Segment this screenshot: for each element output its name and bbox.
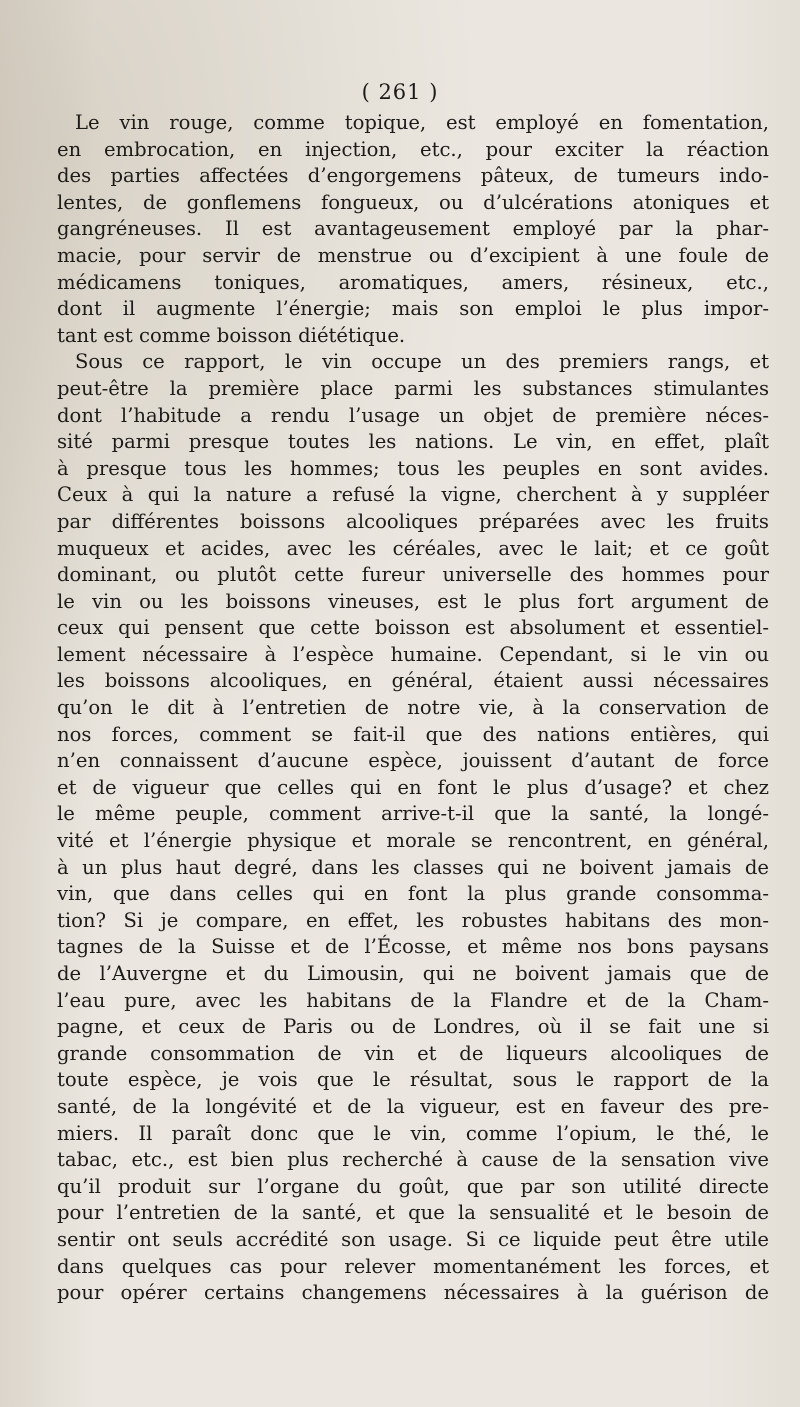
text-line: sité parmi presque toutes les nations. Le vin, en effet, plaît xyxy=(57,430,769,454)
text-line: dans quelques cas pour relever momentanément les forces, et xyxy=(57,1254,769,1278)
text-line: lentes, de gonflemens fongueux, ou d’ulcérations atoniques et xyxy=(57,190,769,214)
text-line: dont il augmente l’énergie; mais son emploi le plus impor- xyxy=(57,297,769,321)
text-line: sentir ont seuls accrédité son usage. Si ce liquide peut être utile xyxy=(57,1227,769,1251)
text-line: médicamens toniques, aromatiques, amers, résineux, etc., xyxy=(57,270,769,294)
text-line: peut-être la première place parmi les substances stimulantes xyxy=(57,376,769,400)
text-line: Ceux à qui la nature a refusé la vigne, cherchent à y suppléer xyxy=(57,483,769,507)
text-line: et de vigueur que celles qui en font le plus d’usage? et chez xyxy=(57,775,769,799)
text-line: miers. Il paraît donc que le vin, comme l’opium, le thé, le xyxy=(57,1121,769,1145)
text-line: à un plus haut degré, dans les classes qui ne boivent jamais de xyxy=(57,855,769,879)
text-line: pagne, et ceux de Paris ou de Londres, où il se fait une si xyxy=(57,1015,769,1039)
text-line: dont l’habitude a rendu l’usage un objet de première néces- xyxy=(57,403,769,427)
text-line: tant est comme boisson diététique. xyxy=(57,323,406,347)
text-line: macie, pour servir de menstrue ou d’excipient à une foule de xyxy=(57,243,769,267)
text-line: lement nécessaire à l’espèce humaine. Cependant, si le vin ou xyxy=(57,642,769,666)
text-line: nos forces, comment se fait-il que des nations entières, qui xyxy=(57,722,769,746)
text-line: pour opérer certains changemens nécessaires à la guérison de xyxy=(57,1281,769,1305)
page-number: ( 261 ) xyxy=(361,80,439,104)
text-line: le même peuple, comment arrive-t-il que la santé, la longé- xyxy=(57,802,769,826)
text-line: n’en connaissent d’aucune espèce, jouissent d’autant de force xyxy=(57,749,769,773)
text-line: qu’il produit sur l’organe du goût, que par son utilité directe xyxy=(57,1174,769,1198)
text-line: grande consommation de vin et de liqueurs alcooliques de xyxy=(57,1041,769,1065)
text-line: tion? Si je compare, en effet, les robustes habitans des mon- xyxy=(57,908,769,932)
text-line: qu’on le dit à l’entretien de notre vie, à la conservation de xyxy=(57,696,769,720)
text-line: pour l’entretien de la santé, et que la sensualité et le besoin de xyxy=(57,1201,769,1225)
text-line: tagnes de la Suisse et de l’Écosse, et même nos bons paysans xyxy=(57,935,769,959)
text-line: toute espèce, je vois que le résultat, sous le rapport de la xyxy=(57,1068,769,1092)
text-line: vité et l’énergie physique et morale se rencontrent, en général, xyxy=(57,829,769,853)
text-line: par différentes boissons alcooliques préparées avec les fruits xyxy=(57,509,769,533)
text-line: muqueux et acides, avec les céréales, avec le lait; et ce goût xyxy=(57,536,769,560)
text-line: en embrocation, en injection, etc., pour exciter la réaction xyxy=(57,137,769,161)
text-line: de l’Auvergne et du Limousin, qui ne boivent jamais que de xyxy=(57,962,769,985)
text-line: vin, que dans celles qui en font la plus grande consomma- xyxy=(57,882,769,906)
text-line: tabac, etc., est bien plus recherché à cause de la sensation vive xyxy=(57,1148,769,1172)
text-line: ceux qui pensent que cette boisson est absolument et essentiel- xyxy=(57,616,769,640)
text-line: à presque tous les hommes; tous les peuples en sont avides. xyxy=(57,456,769,480)
text-line: l’eau pure, avec les habitans de la Flandre et de la Cham- xyxy=(57,988,769,1012)
text-line: santé, de la longévité et de la vigueur, est en faveur des pre- xyxy=(57,1094,769,1118)
text-line: des parties affectées d’engorgemens pâteux, de tumeurs indo- xyxy=(57,164,769,188)
text-line: dominant, ou plutôt cette fureur universelle des hommes pour xyxy=(57,563,769,587)
body-text xyxy=(57,110,769,1307)
text-line: le vin ou les boissons vineuses, est le plus fort argument de xyxy=(57,589,769,613)
text-line: Le vin rouge, comme topique, est employé en fomentation, xyxy=(75,111,769,134)
text-line: Sous ce rapport, le vin occupe un des premiers rangs, et xyxy=(75,350,769,374)
text-line: gangréneuses. Il est avantageusement employé par la phar- xyxy=(57,217,769,241)
text-line: les boissons alcooliques, en général, étaient aussi nécessaires xyxy=(57,669,769,693)
